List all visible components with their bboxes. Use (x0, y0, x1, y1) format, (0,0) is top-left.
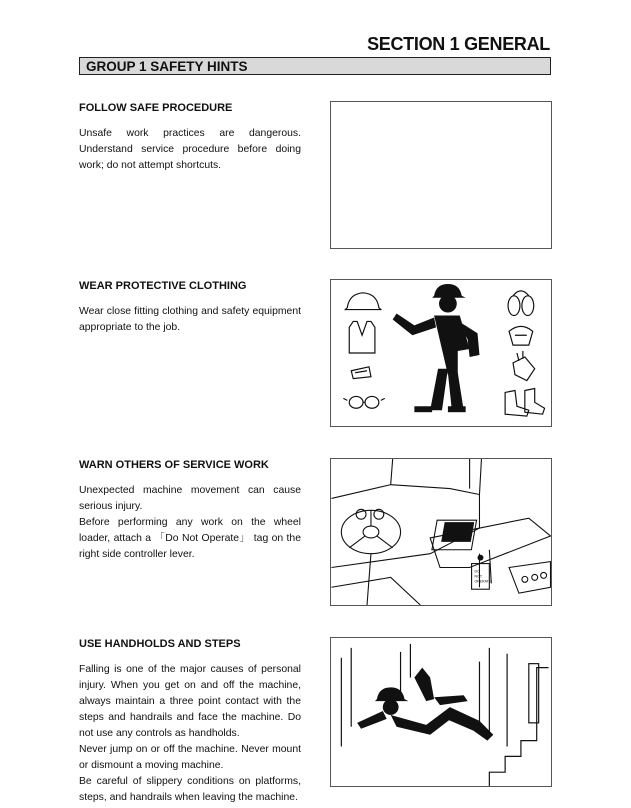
paragraph: Unsafe work practices are dangerous. Understand service procedure before doing work; do not attempt shortcuts. (79, 128, 301, 171)
tag-text: OPERATE (474, 579, 492, 584)
paragraph: Wear close fitting clothing and safety equipment appropriate to the job. (79, 306, 301, 333)
glove-icon (351, 367, 371, 379)
group-title: GROUP 1 SAFETY HINTS (86, 59, 248, 74)
falling-person-illustration (331, 638, 551, 786)
warn-others-section (79, 459, 301, 563)
work-gloves-icon (513, 351, 535, 381)
group-title-bar (79, 57, 551, 75)
steps (489, 668, 548, 786)
safe-procedure-figure (330, 101, 552, 249)
handholds-figure (330, 637, 552, 787)
paragraph: Before performing any work on the wheel loader, attach a 「Do Not Operate」 tag on the right side controller lever. (79, 517, 301, 560)
worker-silhouette (393, 284, 480, 412)
tag-text: NOT (474, 574, 483, 579)
vest-icon (349, 321, 375, 353)
section-heading: WEAR PROTECTIVE CLOTHING (79, 280, 247, 292)
tag-text: DO (474, 569, 480, 574)
goggles-icon (349, 396, 363, 408)
paragraph: Unexpected machine movement can cause serious injury. (79, 485, 301, 512)
falling-person-silhouette (357, 668, 493, 741)
handholds-section (79, 638, 301, 806)
protective-clothing-illustration (331, 280, 551, 426)
protective-clothing-section (79, 280, 301, 336)
safe-procedure-section (79, 102, 301, 174)
respirator-icon (509, 326, 533, 345)
helmet-icon (345, 293, 381, 310)
earmuff-icon (513, 291, 529, 296)
cab-interior-illustration (331, 459, 551, 605)
warn-others-figure (330, 458, 552, 606)
paragraph: Be careful of slippery conditions on platforms, steps, and handrails when leaving the machine. (79, 776, 301, 803)
section-heading: USE HANDHOLDS AND STEPS (79, 638, 241, 650)
section-title: SECTION 1 GENERAL (367, 34, 550, 54)
paragraph: Never jump on or off the machine. Never mount or dismount a moving machine. (79, 744, 301, 771)
section-heading: WARN OTHERS OF SERVICE WORK (79, 459, 269, 471)
paragraph: Falling is one of the major causes of personal injury. When you get on and off the machine, always maintain a three point contact with the steps and handrails and face the machine. Do not use any controls as handholds. (79, 664, 301, 739)
boots-icon (505, 389, 544, 417)
protective-clothing-figure (330, 279, 552, 427)
section-heading: FOLLOW SAFE PROCEDURE (79, 102, 233, 114)
